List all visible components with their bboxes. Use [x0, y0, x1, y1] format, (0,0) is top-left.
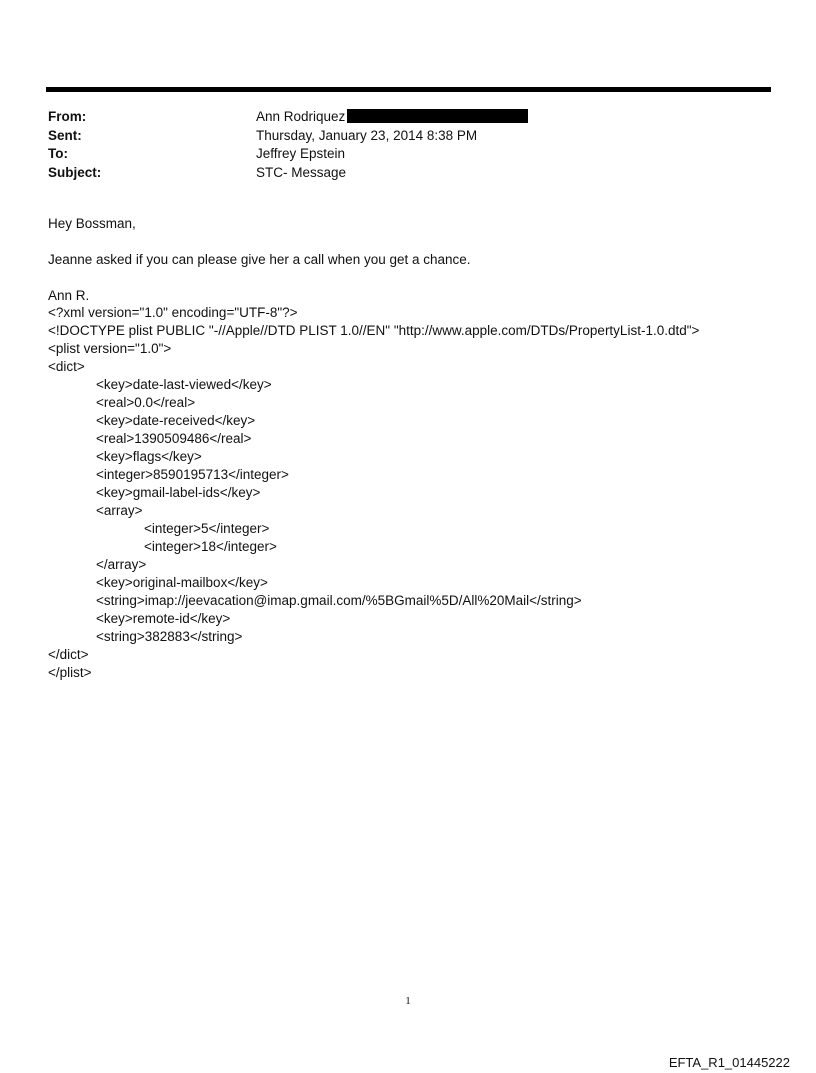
plist-line: <integer>18</integer> — [144, 539, 277, 554]
plist-line: <string>382883</string> — [96, 629, 243, 644]
sender-name: Ann Rodriquez — [256, 109, 346, 124]
plist-line: <real>0.0</real> — [96, 395, 196, 410]
plist-line: <real>1390509486</real> — [96, 431, 252, 446]
plist-line: <key>date-last-viewed</key> — [96, 377, 272, 392]
plist-line: <?xml version="1.0" encoding="UTF-8"?> — [48, 305, 298, 320]
plist-line: <integer>5</integer> — [144, 521, 270, 536]
header-rule — [46, 87, 771, 92]
plist-line: <plist version="1.0"> — [48, 341, 172, 356]
plist-line: </dict> — [48, 647, 89, 662]
sent-label: Sent: — [48, 127, 82, 143]
plist-line: <key>date-received</key> — [96, 413, 256, 428]
plist-line: <key>original-mailbox</key> — [96, 575, 268, 590]
from-value — [256, 108, 528, 127]
plist-line: </plist> — [48, 665, 92, 680]
email-signature: Ann R. — [48, 288, 90, 303]
to-value: Jeffrey Epstein — [256, 146, 346, 161]
plist-block — [48, 304, 699, 682]
redaction-block — [347, 109, 528, 123]
plist-line: <key>remote-id</key> — [96, 611, 231, 626]
subject-value: STC- Message — [256, 164, 347, 180]
email-greeting: Hey Bossman, — [48, 216, 136, 231]
plist-line: <key>gmail-label-ids</key> — [96, 485, 261, 500]
subject-label: Subject: — [48, 164, 102, 180]
plist-line: <integer>8590195713</integer> — [96, 467, 289, 482]
plist-line: <dict> — [48, 359, 85, 374]
email-message: Jeanne asked if you can please give her a call when you get a chance. — [48, 252, 471, 267]
from-label: From: — [48, 109, 87, 124]
page-number: 1 — [405, 995, 411, 1007]
to-label: To: — [48, 146, 68, 161]
plist-line: <key>flags</key> — [96, 449, 202, 464]
plist-line: <!DOCTYPE plist PUBLIC "-//Apple//DTD PLIST 1.0//EN" "http://www.apple.com/DTDs/PropertyList-1.0.dtd"> — [48, 323, 700, 338]
plist-line: <array> — [96, 503, 143, 518]
plist-line: </array> — [96, 557, 147, 572]
sent-value: Thursday, January 23, 2014 8:38 PM — [256, 127, 478, 143]
plist-line: <string>imap://jeevacation@imap.gmail.com/%5BGmail%5D/All%20Mail</string> — [96, 593, 582, 608]
document-id: EFTA_R1_01445222 — [668, 1055, 790, 1070]
